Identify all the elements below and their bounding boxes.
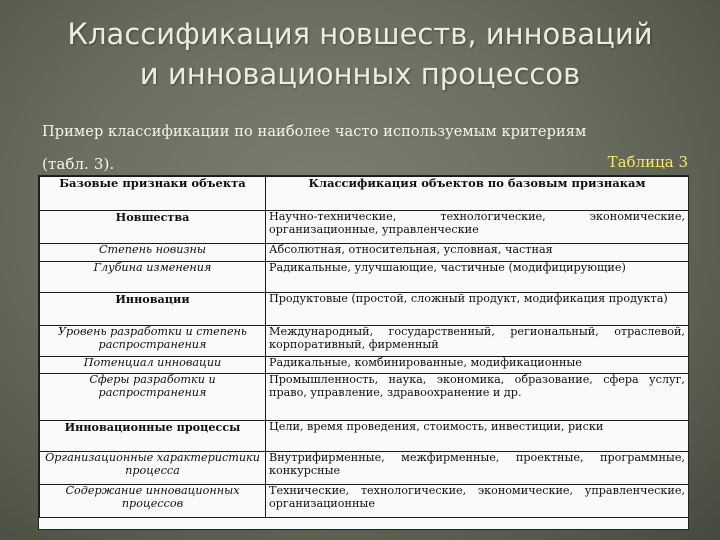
classification-cell: Цели, время проведения, стоимость, инвестиции, риски [266,421,689,452]
classification-cell: Международный, государственный, региональный, отраслевой, корпоративный, фирменный [266,326,689,357]
classification-table-frame [38,175,689,530]
table-row [40,374,689,421]
classification-cell: Научно-технические, технологические, экономические, организационные, управленческие [266,211,689,244]
classification-cell: Продуктовые (простой, сложный продукт, модификация продукта) [266,293,689,326]
criterion-cell: Потенциал инновации [40,357,266,374]
classification-cell: Технические, технологические, экономические, управленческие, организационные [266,485,689,518]
header-criteria: Базовые признаки объекта [40,177,266,211]
intro-line-1: Пример классификации по наиболее часто используемым критериям [42,124,587,140]
classification-cell: Абсолютная, относительная, условная, частная [266,244,689,262]
criterion-cell: Сферы разработки и распространения [40,374,266,421]
classification-cell: Радикальные, улучшающие, частичные (модифицирующие) [266,262,689,293]
table-row [40,211,689,244]
title-line-2: и инновационных процессов [139,57,581,91]
slide-title [0,14,720,94]
classification-cell: Промышленность, наука, экономика, образование, сфера услуг, право, управление, здравоохранение и др. [266,374,689,421]
table-row [40,485,689,518]
table-row [40,452,689,485]
table-row [40,326,689,357]
criterion-cell: Новшества [40,211,266,244]
table-row [40,421,689,452]
table-row [40,357,689,374]
criterion-cell: Глубина изменения [40,262,266,293]
classification-table [39,176,689,518]
table-row [40,244,689,262]
classification-cell: Внутрифирменные, межфирменные, проектные, программные, конкурсные [266,452,689,485]
table-caption: Таблица 3 [607,153,688,171]
criterion-cell: Содержание инновационных процессов [40,485,266,518]
header-classification: Классификация объектов по базовым признакам [266,177,689,211]
title-line-1: Классификация новшеств, инноваций [67,17,653,51]
table-body [40,211,689,518]
criterion-cell: Инновации [40,293,266,326]
table-row [40,293,689,326]
classification-cell: Радикальные, комбинированные, модификационные [266,357,689,374]
criterion-cell: Инновационные процессы [40,421,266,452]
criterion-cell: Организационные характеристики процесса [40,452,266,485]
intro-line-2: (табл. 3). [42,155,115,173]
table-row [40,262,689,293]
criterion-cell: Уровень разработки и степень распространения [40,326,266,357]
criterion-cell: Степень новизны [40,244,266,262]
